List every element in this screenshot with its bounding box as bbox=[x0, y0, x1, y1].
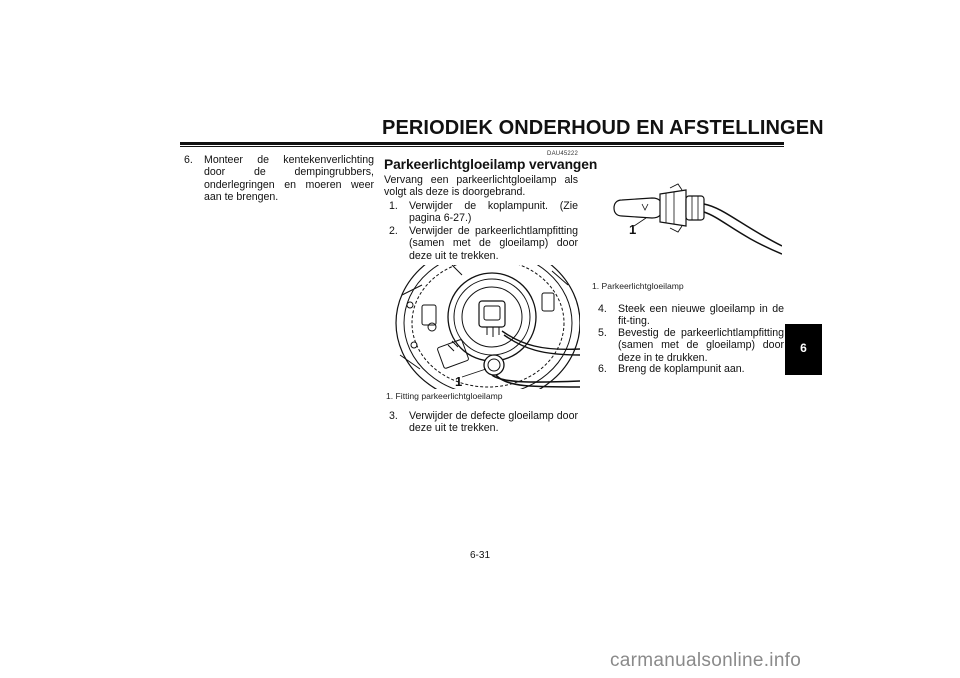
headlight-illustration bbox=[392, 265, 580, 389]
figure-callout-number: 1 bbox=[455, 374, 463, 389]
step-text: Steek een nieuwe gloeilamp in de fit-ting. bbox=[618, 303, 784, 328]
step-number: 2. bbox=[389, 225, 398, 237]
figure-caption: 1. Fitting parkeerlichtgloeilamp bbox=[386, 391, 503, 401]
step-text: Breng de koplampunit aan. bbox=[618, 363, 745, 375]
step-number: 6. bbox=[184, 154, 193, 166]
header-rule-thin bbox=[180, 146, 784, 147]
step-6-right bbox=[598, 363, 784, 375]
step-number: 3. bbox=[389, 410, 398, 422]
step-text: Verwijder de koplampunit. (Zie pagina 6-27.) bbox=[409, 200, 578, 225]
page-title: PERIODIEK ONDERHOUD EN AFSTELLINGEN bbox=[382, 117, 824, 139]
intro-paragraph: Vervang een parkeerlichtgloeilamp als volgt als deze is doorgebrand. bbox=[384, 174, 578, 199]
step-number: 1. bbox=[389, 200, 398, 212]
step-5 bbox=[598, 327, 784, 364]
chapter-tab-number: 6 bbox=[800, 341, 807, 355]
document-code: DAU45222 bbox=[547, 151, 578, 157]
step-4 bbox=[598, 303, 784, 328]
step-text: Verwijder de parkeerlichtlampfitting (samen met de gloeilamp) door deze uit te trekken. bbox=[409, 225, 578, 262]
step-6-left bbox=[184, 154, 374, 204]
figure-caption-right: 1. Parkeerlichtgloeilamp bbox=[592, 281, 684, 291]
section-heading: Parkeerlichtgloeilamp vervangen bbox=[384, 157, 598, 172]
step-number: 6. bbox=[598, 363, 607, 375]
step-number: 4. bbox=[598, 303, 607, 315]
step-2 bbox=[389, 225, 578, 262]
watermark: carmanualsonline.info bbox=[610, 650, 802, 671]
figure-callout-number-right: 1 bbox=[629, 222, 637, 237]
step-3 bbox=[389, 410, 578, 435]
step-number: 5. bbox=[598, 327, 607, 339]
step-text: Verwijder de defecte gloeilamp door deze uit te trekken. bbox=[409, 410, 578, 435]
chapter-tab bbox=[785, 324, 822, 375]
step-1 bbox=[389, 200, 578, 225]
header-rule bbox=[180, 142, 784, 145]
step-text: Bevestig de parkeerlichtlampfitting (samen met de gloeilamp) door deze in te drukken. bbox=[618, 327, 784, 364]
bulb-socket-illustration bbox=[612, 178, 782, 278]
step-text: Monteer de kentekenverlichting door de dempingrubbers, onderlegringen en moeren weer aan te brengen. bbox=[204, 154, 374, 204]
page-number: 6-31 bbox=[469, 550, 490, 561]
